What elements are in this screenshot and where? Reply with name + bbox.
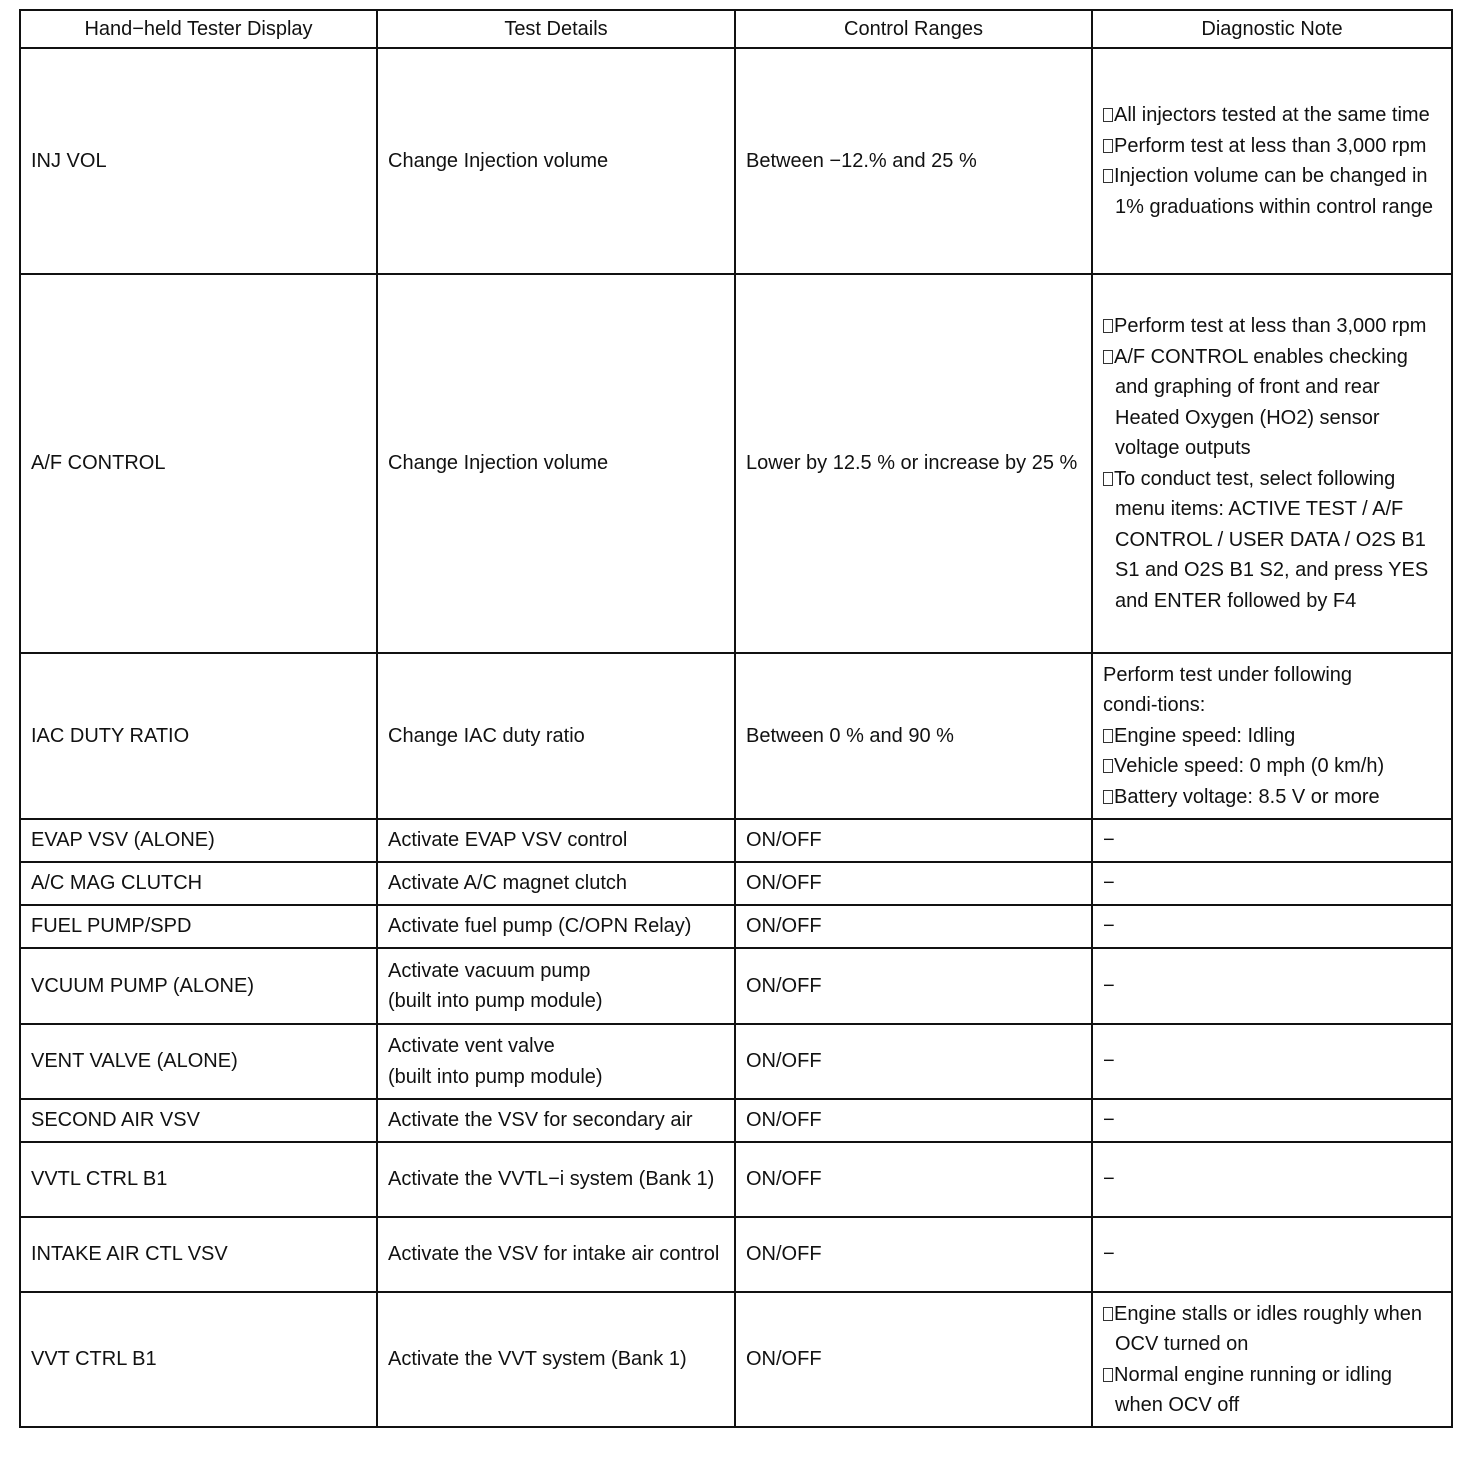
tester-display-cell: FUEL PUMP/SPD — [20, 905, 377, 948]
table-row — [20, 948, 1452, 1024]
header-row — [20, 10, 1452, 48]
diagnostic-note-cell: − — [1092, 862, 1452, 905]
control-range-cell: ON/OFF — [735, 1024, 1092, 1099]
test-details-cell: Activate fuel pump (C/OPN Relay) — [377, 905, 735, 948]
tester-display-cell: INTAKE AIR CTL VSV — [20, 1217, 377, 1292]
test-details-cell: Activate the VVTL−i system (Bank 1) — [377, 1142, 735, 1217]
bullet-box-icon — [1103, 350, 1113, 364]
tester-display-cell: VVTL CTRL B1 — [20, 1142, 377, 1217]
table-row — [20, 862, 1452, 905]
test-details-cell: Activate the VVT system (Bank 1) — [377, 1292, 735, 1427]
note-item: All injectors tested at the same time — [1103, 100, 1441, 131]
bullet-box-icon — [1103, 1307, 1113, 1321]
active-test-table — [19, 9, 1453, 1428]
table-row — [20, 48, 1452, 274]
diagnostic-note-cell — [1092, 653, 1452, 819]
test-details-cell: Activate vacuum pump (built into pump module) — [377, 948, 735, 1024]
control-range-cell: Lower by 12.5 % or increase by 25 % — [735, 274, 1092, 653]
note-item: Engine speed: Idling — [1103, 721, 1441, 752]
table-row — [20, 819, 1452, 862]
test-details-cell: Change IAC duty ratio — [377, 653, 735, 819]
control-range-cell: Between 0 % and 90 % — [735, 653, 1092, 819]
bullet-box-icon — [1103, 759, 1113, 773]
test-details-cell: Activate EVAP VSV control — [377, 819, 735, 862]
tester-display-cell: VCUUM PUMP (ALONE) — [20, 948, 377, 1024]
diagnostic-note-cell: − — [1092, 905, 1452, 948]
control-range-cell: ON/OFF — [735, 1099, 1092, 1142]
control-range-cell: ON/OFF — [735, 1292, 1092, 1427]
note-item: Normal engine running or idling when OCV off — [1103, 1360, 1441, 1421]
note-item: A/F CONTROL enables checking and graphing of front and rear Heated Oxygen (HO2) sensor voltage outputs — [1103, 342, 1441, 464]
bullet-box-icon — [1103, 472, 1113, 486]
control-range-cell: ON/OFF — [735, 1217, 1092, 1292]
bullet-box-icon — [1103, 139, 1113, 153]
diagnostic-note-cell — [1092, 48, 1452, 274]
note-item: Battery voltage: 8.5 V or more — [1103, 782, 1441, 813]
tester-display-cell: IAC DUTY RATIO — [20, 653, 377, 819]
note-item: Perform test at less than 3,000 rpm — [1103, 131, 1441, 162]
table-row — [20, 653, 1452, 819]
table-row — [20, 1217, 1452, 1292]
col-header-ranges: Control Ranges — [735, 10, 1092, 48]
tester-display-cell: A/F CONTROL — [20, 274, 377, 653]
control-range-cell: ON/OFF — [735, 1142, 1092, 1217]
table-row — [20, 1292, 1452, 1427]
diagnostic-note-cell: − — [1092, 819, 1452, 862]
bullet-box-icon — [1103, 169, 1113, 183]
control-range-cell: ON/OFF — [735, 862, 1092, 905]
bullet-box-icon — [1103, 729, 1113, 743]
test-details-cell: Change Injection volume — [377, 274, 735, 653]
diagnostic-note-cell: − — [1092, 1142, 1452, 1217]
diagnostic-note-cell: − — [1092, 1099, 1452, 1142]
table-row — [20, 1099, 1452, 1142]
tester-display-cell: VENT VALVE (ALONE) — [20, 1024, 377, 1099]
table-row — [20, 905, 1452, 948]
diagnostic-note-cell: − — [1092, 1024, 1452, 1099]
test-details-cell: Activate the VSV for secondary air — [377, 1099, 735, 1142]
bullet-box-icon — [1103, 319, 1113, 333]
tester-display-cell: INJ VOL — [20, 48, 377, 274]
col-header-details: Test Details — [377, 10, 735, 48]
tester-display-cell: SECOND AIR VSV — [20, 1099, 377, 1142]
tester-display-cell: A/C MAG CLUTCH — [20, 862, 377, 905]
diagnostic-note-cell — [1092, 1292, 1452, 1427]
note-item: Injection volume can be changed in 1% graduations within control range — [1103, 161, 1441, 222]
test-details-cell: Activate the VSV for intake air control — [377, 1217, 735, 1292]
test-details-cell: Activate vent valve (built into pump module) — [377, 1024, 735, 1099]
tester-display-cell: VVT CTRL B1 — [20, 1292, 377, 1427]
col-header-display: Hand−held Tester Display — [20, 10, 377, 48]
bullet-box-icon — [1103, 108, 1113, 122]
note-item: Vehicle speed: 0 mph (0 km/h) — [1103, 751, 1441, 782]
diagnostic-note-cell: − — [1092, 948, 1452, 1024]
table-row — [20, 1142, 1452, 1217]
note-intro: Perform test under following condi‑tions: — [1103, 663, 1353, 717]
bullet-box-icon — [1103, 790, 1113, 804]
note-item: Engine stalls or idles roughly when OCV turned on — [1103, 1299, 1441, 1360]
control-range-cell: Between −12.% and 25 % — [735, 48, 1092, 274]
table-row — [20, 274, 1452, 653]
col-header-note: Diagnostic Note — [1092, 10, 1452, 48]
control-range-cell: ON/OFF — [735, 905, 1092, 948]
diagnostic-note-cell — [1092, 274, 1452, 653]
note-item: To conduct test, select following menu items: ACTIVE TEST / A/F CONTROL / USER DATA / O2S B1 S1 and O2S B1 S2, and press YES and ENTER followed by F4 — [1103, 464, 1441, 617]
test-details-cell: Change Injection volume — [377, 48, 735, 274]
table-row — [20, 1024, 1452, 1099]
bullet-box-icon — [1103, 1368, 1113, 1382]
note-item: Perform test at less than 3,000 rpm — [1103, 311, 1441, 342]
control-range-cell: ON/OFF — [735, 819, 1092, 862]
control-range-cell: ON/OFF — [735, 948, 1092, 1024]
test-details-cell: Activate A/C magnet clutch — [377, 862, 735, 905]
diagnostic-note-cell: − — [1092, 1217, 1452, 1292]
tester-display-cell: EVAP VSV (ALONE) — [20, 819, 377, 862]
